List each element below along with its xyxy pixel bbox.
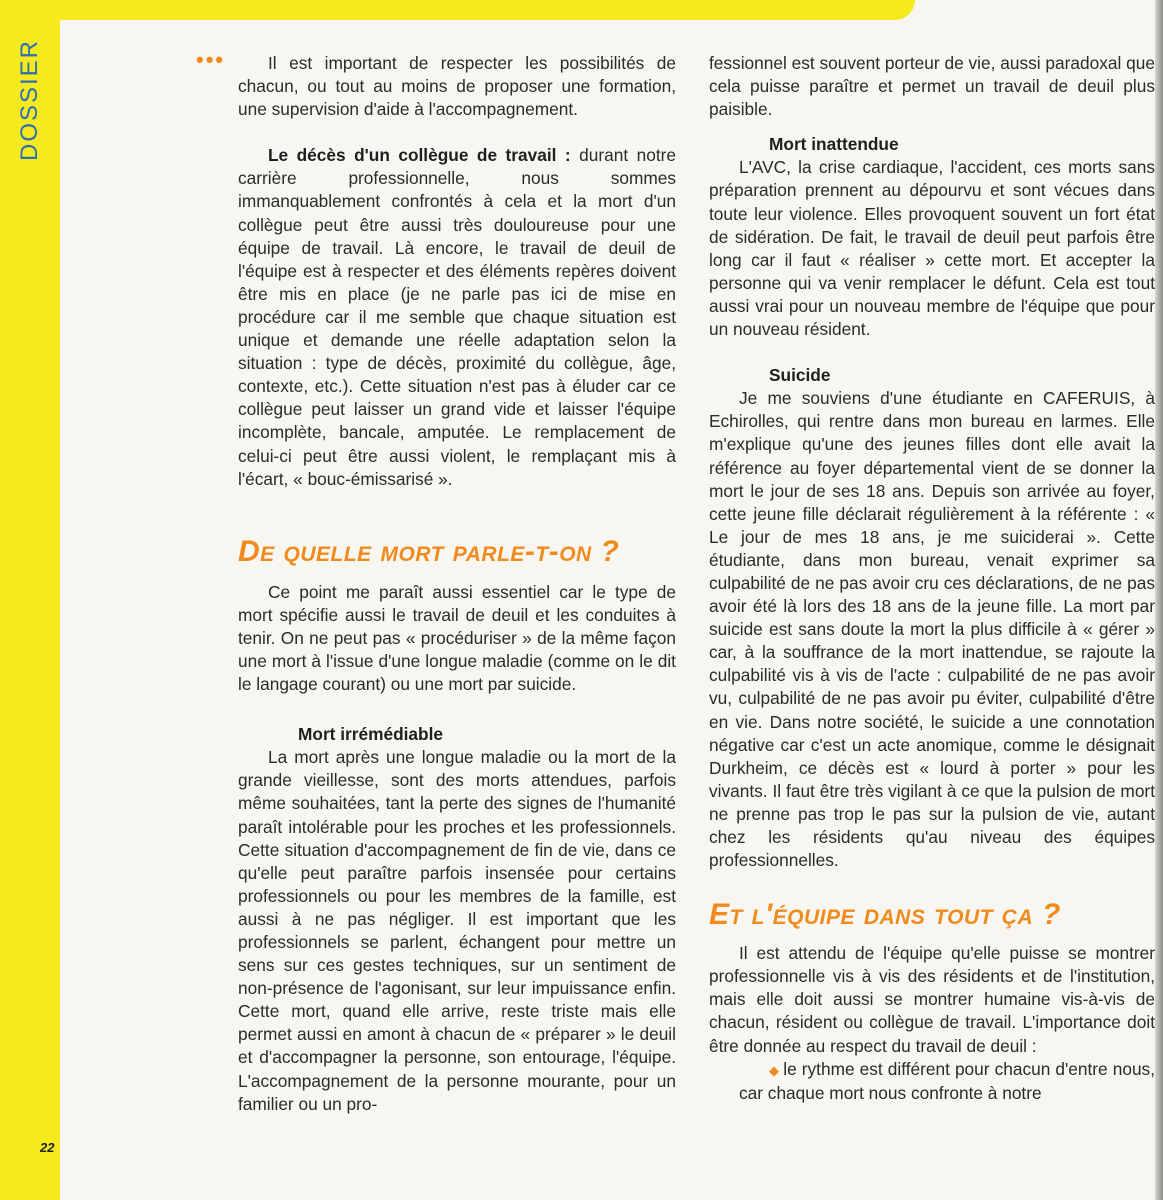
paragraph: Il est important de respecter les possibilités de chacun, ou tout au moins de proposer une formation, une supervision d'aide à l'accompagnement.: [238, 53, 676, 120]
side-margin-band: [0, 0, 60, 1200]
section-label: DOSSIER: [16, 38, 43, 162]
left-column: [238, 52, 676, 1116]
top-margin-band: [0, 0, 915, 20]
section-title: De quelle mort parle-t-on ?: [238, 534, 620, 568]
page-number: 22: [40, 1140, 55, 1155]
lead-in: Le décès d'un collègue de travail :: [268, 145, 571, 166]
subheading: Suicide: [769, 365, 831, 386]
paragraph: Je me souviens d'une étudiante en CAFERUIS, à Echirolles, qui rentre dans mon bureau en larmes. Elle m'explique qu'une des jeunes filles dont elle avait la référence au foyer départemental vient de se donner la mort le jour de ses 18 ans. Depuis son arrivée au foyer, cette jeune fille déclarait régulièrement à la référente : « Le jour de mes 18 ans, je me suiciderai ». Cette étudiante, dans mon bureau, venait exprimer sa culpabilité de ne pas avoir cru ces déclarations, de ne pas avoir été là lors des 18 ans de la jeune fille. La mort par suicide est sans doute la mort la plus difficile à « gérer » car, à la souffrance de la mort inattendue, se rajoute la culpabilité vis à vis de l'acte : culpabilité de ne pas avoir vu, culpabilité de ne pas avoir pu éviter, culpabilité d'être en vie. Dans notre société, le suicide a une connotation négative car c'est un acte anomique, comme le désignait Durkheim, ce décès est « lourd à porter » pour les vivants. Il faut être très vigilant à ce que la pulsion de mort ne prenne pas trop le pas sur la pulsion de vie, autant chez les résidents qu'au niveau des équipes professionnelles.: [709, 388, 1155, 871]
paragraph: La mort après une longue maladie ou la mort de la grande vieillesse, sont des morts attendues, parfois même souhaitées, tant la perte des signes de l'humanité paraît intolérable pour les proches et les professionnels. Cette situation d'accompagnement de fin de vie, dans ce qu'elle peut paraître parfois insensée pour certains professionnels ou pour les membres de la famille, est aussi à ne pas négliger. Il est important que les professionnels se parlent, échangent pour mettre un sens sur ces gestes techniques, sur un sentiment de non-présence de l'agonisant, sur leur impuissance enfin. Cette mort, quand elle arrive, reste triste mais elle permet aussi en amont à chacun de « préparer » le deuil et d'accompagner la personne, son entourage, l'équipe. L'accompagnement de la personne mourante, pour un familier ou un pro-: [238, 747, 676, 1114]
paragraph: fessionnel est souvent porteur de vie, aussi paradoxal que cela puisse paraître et permet un travail de deuil plus paisible.: [709, 53, 1155, 120]
continuation-dots-icon: •••: [196, 47, 226, 72]
section-title: Et l'équipe dans tout ça ?: [709, 898, 1061, 932]
paragraph: Ce point me paraît aussi essentiel car le type de mort spécifie aussi le travail de deuil et les conduites à tenir. On ne peut pas « procéduriser » de la même façon une mort à l'issue d'une longue maladie (comme on le dit le langage courant) ou une mort par suicide.: [238, 581, 676, 695]
paragraph: L'AVC, la crise cardiaque, l'accident, ces morts sans préparation prennent au dépourvu et sont vécues dans toute leur violence. Elles provoquent souvent un fort état de sidération. De fait, le travail de deuil peut parfois être long car il faut « réaliser » cette mort. Et accepter la personne qui va venir remplacer le défunt. Cela est tout aussi vrai pour un nouveau membre de l'équipe que pour un nouveau résident.: [709, 157, 1155, 340]
page-edge: [1155, 0, 1163, 1200]
right-column: [709, 52, 1155, 1105]
paragraph: Le décès d'un collègue de travail : durant notre carrière professionnelle, nous sommes immanquablement confrontés à cela et la mort d'un collègue peut être aussi très douloureuse pour une équipe de travail. Là encore, le travail de deuil de l'équipe est à respecter et des éléments repères doivent être mis en place (je ne parle pas ici de mise en procédure car il me semble que chaque situation est unique et demande une réelle adaptation selon la situation : type de décès, proximité du collègue, âge, contexte, etc.). Cette situation n'est pas à éluder car ce collègue peut laisser un grand vide et laisser l'équipe incomplète, bancale, amputée. Le remplacement de celui-ci peut être aussi violent, le remplaçant mis à l'écart, « bouc-émissarisé ».: [238, 145, 676, 489]
diamond-bullet-icon: ◆: [769, 1062, 780, 1078]
subheading: Mort irrémédiable: [298, 724, 444, 745]
paragraph: Il est attendu de l'équipe qu'elle puisse se montrer professionnelle vis à vis des résidents et de l'institution, mais elle doit aussi se montrer humaine vis-à-vis de chacun, résident ou collègue de travail. L'importance doit être donnée au respect du travail de deuil :: [709, 943, 1155, 1056]
subheading: Mort inattendue: [769, 134, 899, 155]
bullet-item: ◆ le rythme est différent pour chacun d'entre nous, car chaque mort nous confronte à notre: [739, 1058, 1156, 1103]
